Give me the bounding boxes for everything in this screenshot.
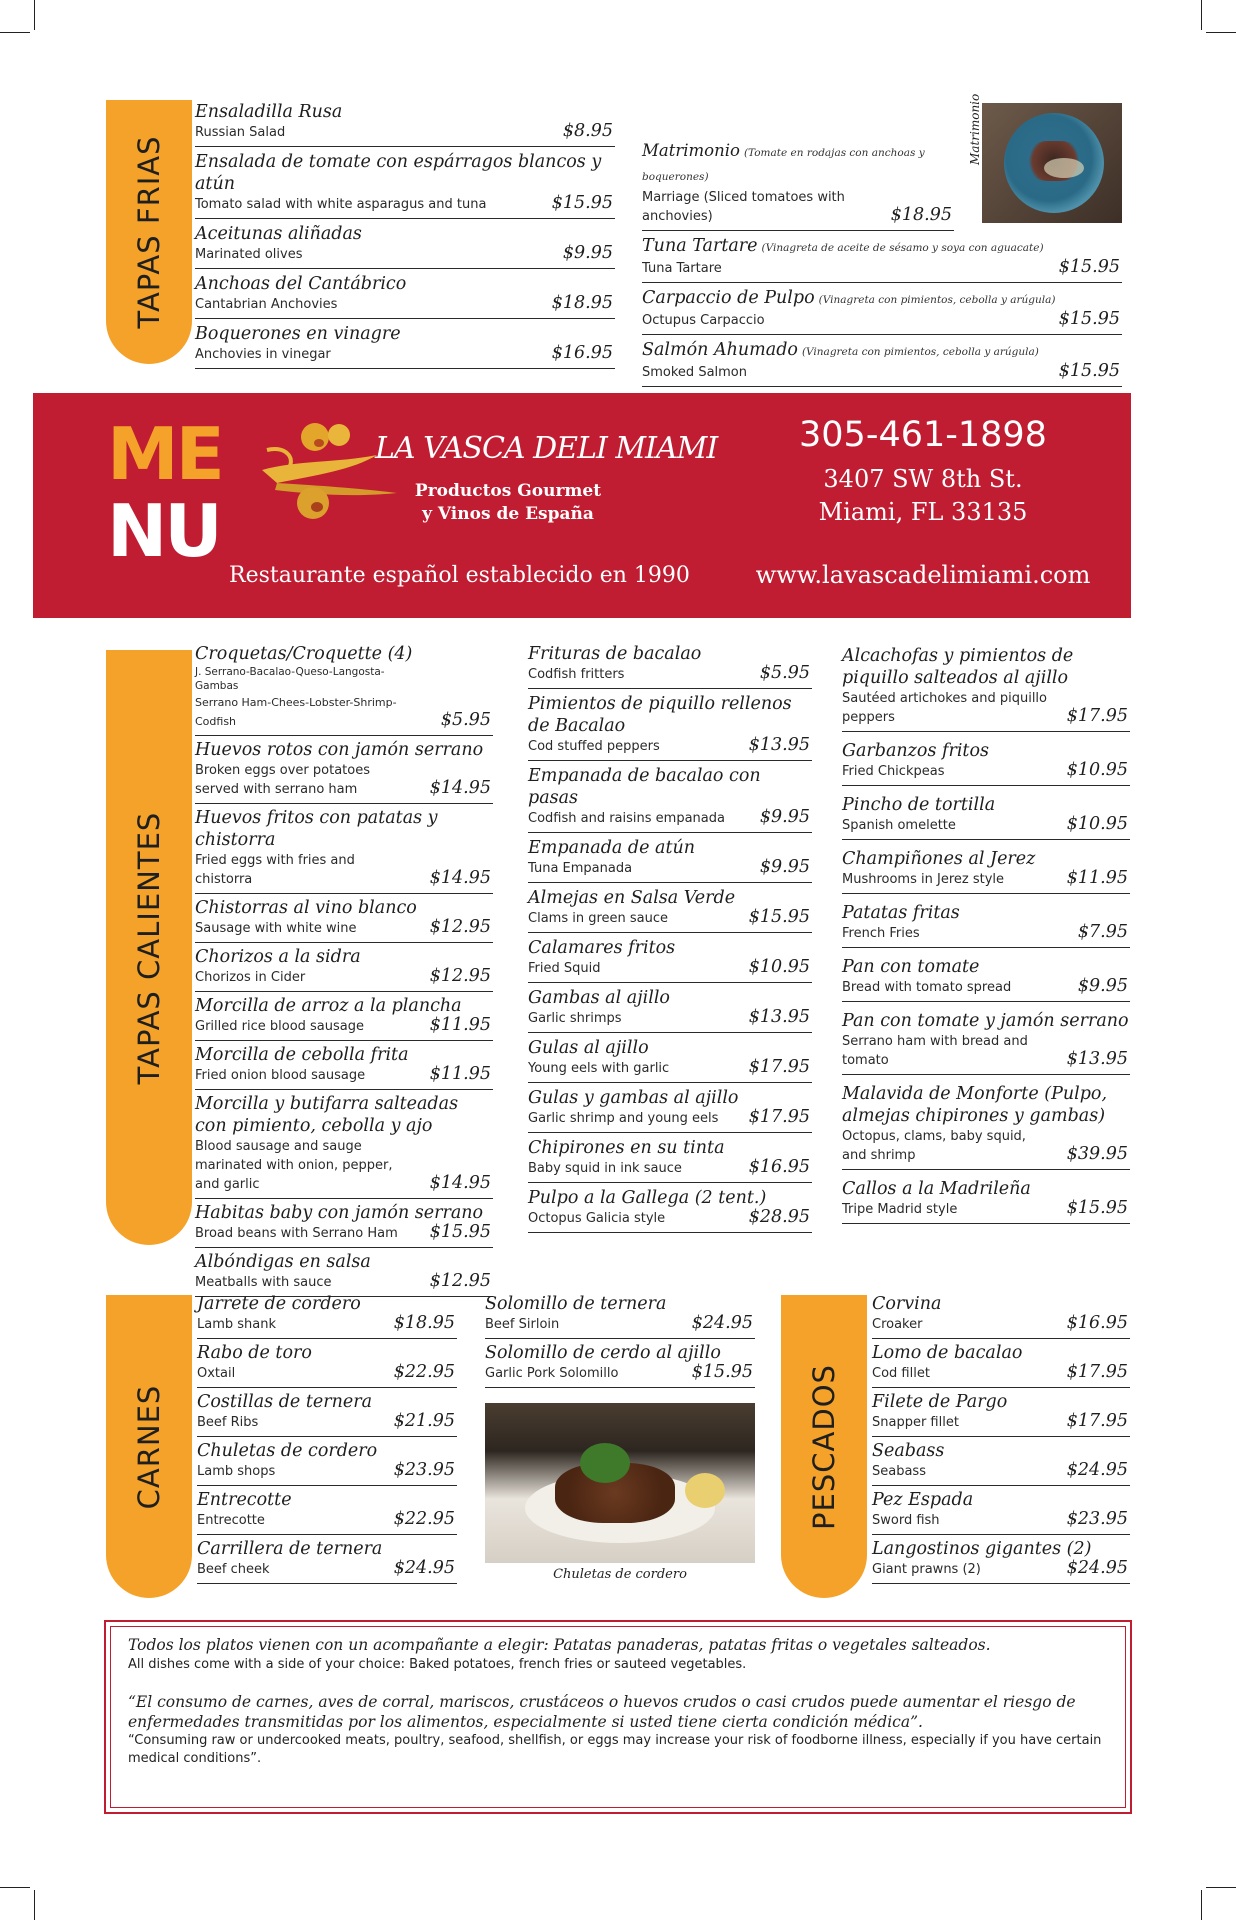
- dish-name-en: Octopus Galicia style: [528, 1211, 666, 1226]
- dish-name-es: Pan con tomate: [842, 957, 980, 977]
- photo-caption: Chuletas de cordero: [553, 1567, 687, 1582]
- dish-name-en: Giant prawns (2): [872, 1562, 981, 1577]
- dish-name-en: Anchovies in vinegar: [195, 347, 331, 362]
- menu-item: [872, 1391, 1130, 1437]
- dish-name-en: Marinated olives: [195, 247, 303, 262]
- dish-price: $24.95: [1066, 1558, 1128, 1578]
- dish-name-es: Solomillo de ternera: [485, 1294, 667, 1314]
- dish-name-es: Empanada de bacalao con pasas: [528, 766, 761, 808]
- crop-mark: [1206, 32, 1236, 33]
- menu-item: [528, 937, 812, 983]
- sides-es: Todos los platos vienen con un acompañante a elegir: Patatas panaderas, patatas fritas o vegetales salteados.: [128, 1636, 991, 1654]
- menu-item: [642, 140, 954, 231]
- dish-price: $13.95: [1066, 1049, 1128, 1069]
- dish-name-es: Aceitunas aliñadas: [195, 224, 362, 244]
- menu-item: [528, 987, 812, 1033]
- dish-name-es: Champiñones al Jerez: [842, 849, 1036, 869]
- tapas-calientes-col1: [195, 643, 493, 1300]
- dish-price: $16.95: [1066, 1313, 1128, 1333]
- section-title: TAPAS FRIAS: [132, 135, 166, 329]
- menu-item: [872, 1293, 1130, 1339]
- dish-price: $15.95: [551, 193, 613, 213]
- carnes-col2: [485, 1293, 755, 1391]
- dish-name-es: Habitas baby con jamón serrano: [195, 1203, 484, 1223]
- carnes-tab: [106, 1295, 192, 1598]
- menu-item: [528, 887, 812, 933]
- dish-name-en: Mushrooms in Jerez style: [842, 872, 1005, 887]
- menu-item: [528, 837, 812, 883]
- dish-name-es: Huevos rotos con jamón serrano: [195, 740, 484, 760]
- carnes-col1: [197, 1293, 457, 1587]
- menu-item: [528, 1037, 812, 1083]
- dish-name-en: Beef cheek: [197, 1562, 270, 1577]
- dish-name-en: Beef Sirloin: [485, 1317, 560, 1332]
- menu-item: [195, 1202, 493, 1248]
- menu-item: [842, 794, 1130, 840]
- dish-price: $9.95: [1077, 976, 1128, 996]
- dish-name-es: Morcilla de cebolla frita: [195, 1045, 409, 1065]
- address-line: Miami, FL 33135: [818, 498, 1028, 526]
- dish-name-line: [642, 339, 1122, 363]
- dish-name-es: Callos a la Madrileña: [842, 1179, 1031, 1199]
- dish-price: $17.95: [1066, 706, 1128, 726]
- matrimonio-photo: [982, 103, 1122, 223]
- menu-item: [642, 339, 1122, 387]
- established-text: Restaurante español establecido en 1990: [229, 563, 690, 588]
- crop-mark: [1201, 0, 1202, 30]
- food-shape: [580, 1443, 630, 1483]
- dish-name-en: Garlic shrimps: [528, 1011, 622, 1026]
- menu-item: [195, 323, 615, 369]
- dish-price: $5.95: [440, 710, 491, 730]
- dish-name-es: Chistorras al vino blanco: [195, 898, 417, 918]
- dish-name-en: Chorizos in Cider: [195, 970, 306, 985]
- menu-item: [528, 765, 812, 833]
- dish-name-en: Croaker: [872, 1317, 923, 1332]
- menu-item: [872, 1440, 1130, 1486]
- section-title: TAPAS CALIENTES: [132, 811, 166, 1084]
- dish-name-es: Pan con tomate y jamón serrano: [842, 1011, 1129, 1031]
- dish-name-en: Marriage (Sliced tomatoes with anchovies): [642, 190, 845, 224]
- dish-price: $23.95: [1066, 1509, 1128, 1529]
- dish-name-en: Serrano ham with bread and tomato: [842, 1034, 1028, 1068]
- dish-name-es: Anchoas del Cantábrico: [195, 274, 407, 294]
- dish-name-es: Almejas en Salsa Verde: [528, 888, 736, 908]
- plate-shape: [1004, 113, 1104, 213]
- dish-note: (Vinagreta con pimientos, cebolla y arúgula): [801, 346, 1039, 358]
- tapas-frias-left-list: [195, 101, 615, 373]
- dish-name-en: Bread with tomato spread: [842, 980, 1012, 995]
- section-title: PESCADOS: [807, 1363, 841, 1530]
- dish-price: $7.95: [1077, 922, 1128, 942]
- dish-name-en: Sausage with white wine: [195, 921, 357, 936]
- warning-en: “Consuming raw or undercooked meats, poultry, seafood, shellfish, or eggs may increase your risk of foodborne illness, especially if you have certain medical conditions”.: [128, 1733, 1102, 1766]
- dish-name-en: Blood sausage and sauge marinated with onion, pepper, and garlic: [195, 1139, 393, 1192]
- dish-name-en: Entrecotte: [197, 1513, 265, 1528]
- dish-name-es: Morcilla de arroz a la plancha: [195, 996, 462, 1016]
- menu-bottom: NU: [107, 489, 220, 573]
- dish-name-es: Boquerones en vinagre: [195, 324, 401, 344]
- menu-item: [197, 1293, 457, 1339]
- dish-price: $10.95: [1066, 760, 1128, 780]
- dish-price: $11.95: [1066, 868, 1128, 888]
- dish-name-en: Seabass: [872, 1464, 926, 1479]
- food-shape: [1044, 158, 1084, 178]
- dish-name-en: Meatballs with sauce: [195, 1275, 332, 1290]
- dish-price: $12.95: [429, 917, 491, 937]
- dish-price: $22.95: [393, 1362, 455, 1382]
- dish-name-es: Seabass: [872, 1441, 945, 1461]
- dish-name-en: Serrano Ham-Chees-Lobster-Shrimp-Codfish: [195, 696, 397, 728]
- dish-price: $17.95: [1066, 1362, 1128, 1382]
- dish-name-es: Salmón Ahumado: [642, 340, 798, 360]
- menu-item: [842, 956, 1130, 1002]
- dish-name-en: Grilled rice blood sausage: [195, 1019, 364, 1034]
- dish-name-line: [642, 235, 1122, 259]
- dish-price: $8.95: [562, 121, 613, 141]
- dish-price: $10.95: [1066, 814, 1128, 834]
- dish-price: $24.95: [393, 1558, 455, 1578]
- dish-price: $15.95: [748, 907, 810, 927]
- section-title: CARNES: [132, 1384, 166, 1509]
- dish-price: $15.95: [1058, 361, 1120, 381]
- dish-price: $21.95: [393, 1411, 455, 1431]
- menu-item: [842, 848, 1130, 894]
- dish-name-en: Garlic shrimp and young eels: [528, 1111, 719, 1126]
- dish-price: $18.95: [890, 205, 952, 225]
- menu-item: [528, 1087, 812, 1133]
- dish-name-es: Frituras de bacalao: [528, 644, 702, 664]
- dish-name-en: Lamb shops: [197, 1464, 276, 1479]
- menu-item: [197, 1489, 457, 1535]
- dish-name-es: Gulas al ajillo: [528, 1038, 649, 1058]
- brand-name: LA VASCA DELI MIAMI: [375, 431, 718, 466]
- dish-name-en: Tuna Tartare: [642, 261, 722, 276]
- tagline: [393, 480, 623, 526]
- dish-price: $16.95: [748, 1157, 810, 1177]
- address: [773, 463, 1073, 529]
- dish-note: (Vinagreta de aceite de sésamo y soya con aguacate): [761, 242, 1044, 254]
- dish-price: $39.95: [1066, 1144, 1128, 1164]
- dish-name-es: Ensalada de tomate con espárragos blancos y atún: [195, 152, 602, 194]
- menu-item: [842, 1010, 1130, 1075]
- dish-name-en: Clams in green sauce: [528, 911, 669, 926]
- dish-price: $15.95: [1058, 257, 1120, 277]
- sides-en: All dishes come with a side of your choice: Baked potatoes, french fries or sauteed vegetables.: [128, 1657, 747, 1672]
- tapas-frias-tab: [106, 100, 192, 364]
- dish-price: $17.95: [748, 1057, 810, 1077]
- tagline-line: Productos Gourmet: [414, 481, 602, 501]
- menu-item: [195, 1044, 493, 1090]
- dish-price: $23.95: [393, 1460, 455, 1480]
- dish-name-en: Fried eggs with fries and chistorra: [195, 853, 355, 887]
- dish-price: $16.95: [551, 343, 613, 363]
- menu-item: [642, 287, 1122, 335]
- menu-item: [195, 223, 615, 269]
- dish-name-es: Alcachofas y pimientos de piquillo salteados al ajillo: [842, 646, 1074, 688]
- website-link[interactable]: www.lavascadelimiami.com: [755, 561, 1091, 589]
- dish-name-es: Ensaladilla Rusa: [195, 102, 343, 122]
- dish-price: $22.95: [393, 1509, 455, 1529]
- dish-price: $18.95: [551, 293, 613, 313]
- dish-name-line: [642, 140, 954, 188]
- dish-name-es: Morcilla y butifarra salteadas con pimiento, cebolla y ajo: [195, 1094, 459, 1136]
- crop-mark: [0, 32, 30, 33]
- dish-name-es: Corvina: [872, 1294, 942, 1314]
- dish-name-es: Croquetas/Croquette (4): [195, 644, 413, 664]
- dish-name-en: Young eels with garlic: [528, 1061, 670, 1076]
- banner: [33, 393, 1131, 618]
- dish-name-es: Chuletas de cordero: [197, 1441, 378, 1461]
- menu-item: [842, 740, 1130, 786]
- menu-item: [195, 151, 615, 219]
- menu-item: [195, 1251, 493, 1297]
- dish-name-en: Octupus Carpaccio: [642, 313, 765, 328]
- tagline-line: y Vinos de España: [422, 504, 594, 524]
- dish-name-es: Pimientos de piquillo rellenos de Bacalao: [528, 694, 792, 736]
- dish-name-es: Gambas al ajillo: [528, 988, 670, 1008]
- menu-item: [842, 902, 1130, 948]
- dish-name-en: Garlic Pork Solomillo: [485, 1366, 619, 1381]
- dish-name-en: Tomato salad with white asparagus and tuna: [195, 197, 487, 212]
- dish-name-es: Garbanzos fritos: [842, 741, 989, 761]
- dish-name-en: Broken eggs over potatoes served with serrano ham: [195, 763, 370, 797]
- dish-name-en: Beef Ribs: [197, 1415, 259, 1430]
- dish-name-es: Carrillera de ternera: [197, 1539, 383, 1559]
- dish-name-en: Fried Squid: [528, 961, 601, 976]
- dish-name-es: Chipirones en su tinta: [528, 1138, 725, 1158]
- dish-name-es: Pez Espada: [872, 1490, 974, 1510]
- dish-price: $17.95: [1066, 1411, 1128, 1431]
- crop-mark: [34, 1890, 35, 1920]
- menu-item: [197, 1391, 457, 1437]
- dish-name-es: Pincho de tortilla: [842, 795, 996, 815]
- dish-price: $14.95: [429, 1173, 491, 1193]
- dish-name-en: Codfish fritters: [528, 667, 625, 682]
- menu-item: [842, 1178, 1130, 1224]
- photo-caption: Matrimonio: [968, 93, 982, 165]
- dish-name-es: Lomo de bacalao: [872, 1343, 1023, 1363]
- dish-price: $10.95: [748, 957, 810, 977]
- address-line: 3407 SW 8th St.: [823, 465, 1023, 493]
- dish-name-en: Cod fillet: [872, 1366, 930, 1381]
- dish-name-es: Calamares fritos: [528, 938, 676, 958]
- menu-item: [197, 1342, 457, 1388]
- menu-item: [842, 1083, 1130, 1170]
- dish-name-es: Costillas de ternera: [197, 1392, 373, 1412]
- tapas-calientes-col2: [528, 643, 812, 1237]
- dish-note: (Vinagreta con pimientos, cebolla y arúgula): [818, 294, 1056, 306]
- menu-item: [485, 1342, 755, 1388]
- dish-name-en: Russian Salad: [195, 125, 286, 140]
- warning-es: “El consumo de carnes, aves de corral, mariscos, crustáceos o huevos crudos o casi crudos puede aumentar el riesgo de enfermedades transmitidas por los alimentos, especialmente si usted tiene cierta condición médica”.: [128, 1693, 1076, 1731]
- dish-name-es: Gulas y gambas al ajillo: [528, 1088, 739, 1108]
- dish-price: $13.95: [748, 1007, 810, 1027]
- menu-item: [197, 1538, 457, 1584]
- menu-item: [872, 1489, 1130, 1535]
- pescados-tab: [781, 1295, 867, 1598]
- dish-name-es: Malavida de Monforte (Pulpo, almejas chipirones y gambas): [842, 1084, 1108, 1126]
- menu-item: [872, 1538, 1130, 1584]
- spacer: [128, 1674, 1112, 1692]
- menu-item: [485, 1293, 755, 1339]
- dish-price: $14.95: [429, 778, 491, 798]
- crop-mark: [1201, 1890, 1202, 1920]
- dish-name-line: [642, 287, 1122, 311]
- dish-name-es: Entrecotte: [197, 1490, 292, 1510]
- menu-item: [195, 995, 493, 1041]
- dish-subtitle: J. Serrano-Bacalao-Queso-Langosta-Gambas: [195, 666, 385, 692]
- menu-item: [197, 1440, 457, 1486]
- dish-name-es: Jarrete de cordero: [197, 1294, 361, 1314]
- menu-item: [872, 1342, 1130, 1388]
- dish-name-en: Fried Chickpeas: [842, 764, 945, 779]
- menu-item: [528, 643, 812, 689]
- dish-price: $9.95: [562, 243, 613, 263]
- phone-number[interactable]: 305-461-1898: [799, 415, 1047, 455]
- dish-price: $17.95: [748, 1107, 810, 1127]
- dish-name-en: Fried onion blood sausage: [195, 1068, 366, 1083]
- dish-price: $14.95: [429, 868, 491, 888]
- dish-name-es: Huevos fritos con patatas y chistorra: [195, 808, 438, 850]
- dish-note: (Tomate en rodajas con anchoas y boquerones): [642, 147, 925, 183]
- menu-item: [195, 807, 493, 894]
- dish-name-en: Smoked Salmon: [642, 365, 748, 380]
- dish-name-es: Empanada de atún: [528, 838, 696, 858]
- dish-name-es: Matrimonio: [642, 141, 740, 160]
- dish-name-es: Pulpo a la Gallega (2 tent.): [528, 1188, 767, 1208]
- dish-name-en: Lamb shank: [197, 1317, 277, 1332]
- tapas-calientes-col3: [842, 645, 1130, 1232]
- dish-name-es: Langostinos gigantes (2): [872, 1539, 1092, 1559]
- menu-item: [528, 1187, 812, 1233]
- menu-item: [195, 739, 493, 804]
- crop-mark: [0, 1887, 30, 1888]
- dish-price: $15.95: [1058, 309, 1120, 329]
- dish-name-en: Tuna Empanada: [528, 861, 633, 876]
- dish-name-es: Carpaccio de Pulpo: [642, 288, 815, 308]
- dish-name-es: Solomillo de cerdo al ajillo: [485, 1343, 721, 1363]
- dish-name-en: Sword fish: [872, 1513, 940, 1528]
- tapas-calientes-tab: [106, 650, 192, 1245]
- dish-name-es: Filete de Pargo: [872, 1392, 1008, 1412]
- menu-item: [195, 1093, 493, 1199]
- menu-item: [195, 273, 615, 319]
- menu-item: [195, 897, 493, 943]
- dish-price: $15.95: [1066, 1198, 1128, 1218]
- food-shape: [685, 1473, 725, 1508]
- dish-name-es: Chorizos a la sidra: [195, 947, 361, 967]
- dish-price: $24.95: [691, 1313, 753, 1333]
- dish-name-en: Cantabrian Anchovies: [195, 297, 338, 312]
- menu-item: [842, 645, 1130, 732]
- footer-notice: [104, 1620, 1132, 1814]
- dish-name-en: Sautéed artichokes and piquillo peppers: [842, 691, 1047, 725]
- dish-name-en: Baby squid in ink sauce: [528, 1161, 682, 1176]
- dish-name-en: Broad beans with Serrano Ham: [195, 1226, 398, 1241]
- dish-price: $24.95: [1066, 1460, 1128, 1480]
- dish-price: $9.95: [759, 807, 810, 827]
- dish-name-en: Octopus, clams, baby squid, and shrimp: [842, 1129, 1026, 1163]
- chuletas-photo: [485, 1403, 755, 1563]
- dish-name-en: Codfish and raisins empanada: [528, 811, 725, 826]
- crop-mark: [34, 0, 35, 30]
- pescados-list: [872, 1293, 1130, 1587]
- dish-price: $12.95: [429, 966, 491, 986]
- dish-price: $11.95: [429, 1015, 491, 1035]
- dish-name-es: Tuna Tartare: [642, 236, 758, 256]
- menu-top: ME: [107, 412, 222, 496]
- dish-name-en: Tripe Madrid style: [842, 1202, 958, 1217]
- crop-mark: [1206, 1887, 1236, 1888]
- dish-price: $18.95: [393, 1313, 455, 1333]
- dish-name-en: Cod stuffed peppers: [528, 739, 660, 754]
- menu-item: [195, 101, 615, 147]
- menu-item: [642, 235, 1122, 283]
- menu-item: [528, 1137, 812, 1183]
- dish-name-en: Spanish omelette: [842, 818, 956, 833]
- menu-item: [195, 643, 493, 736]
- dish-name-es: Rabo de toro: [197, 1343, 312, 1363]
- dish-name-es: Albóndigas en salsa: [195, 1252, 371, 1272]
- dish-price: $15.95: [429, 1222, 491, 1242]
- dish-price: $15.95: [691, 1362, 753, 1382]
- dish-price: $5.95: [759, 663, 810, 683]
- dish-price: $28.95: [748, 1207, 810, 1227]
- dish-name-en: Snapper fillet: [872, 1415, 959, 1430]
- dish-name-en: French Fries: [842, 926, 920, 941]
- menu-item: [195, 946, 493, 992]
- dish-name-es: Patatas fritas: [842, 903, 960, 923]
- dish-price: $11.95: [429, 1064, 491, 1084]
- dish-price: $12.95: [429, 1271, 491, 1291]
- dish-price: $9.95: [759, 857, 810, 877]
- menu-item: [528, 693, 812, 761]
- dish-name-en: Oxtail: [197, 1366, 236, 1381]
- dish-price: $13.95: [748, 735, 810, 755]
- notice-body: [128, 1635, 1112, 1768]
